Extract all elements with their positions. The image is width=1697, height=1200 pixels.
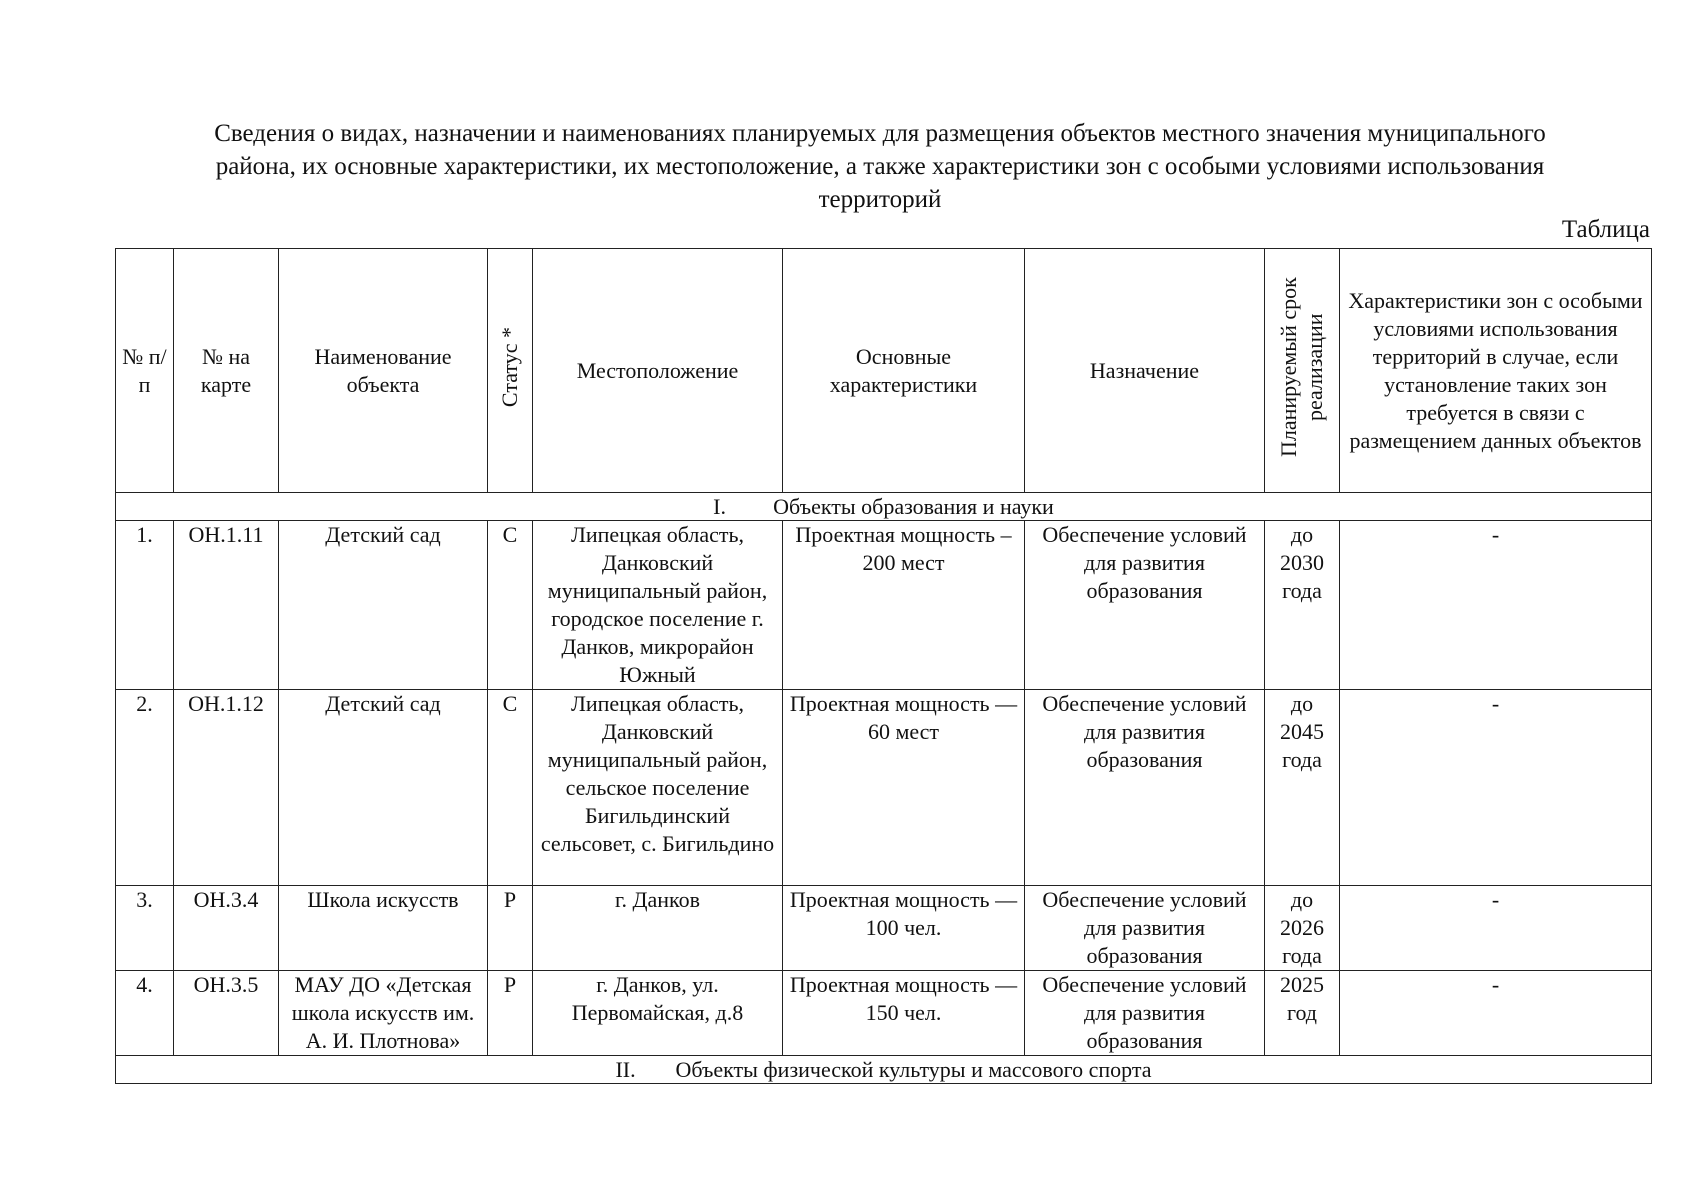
header-purpose: Назначение <box>1025 249 1265 493</box>
cell-purpose: Обеспечение условий для развития образования <box>1025 690 1265 886</box>
cell-location: Липецкая область, Данковский муниципальный район, городское поселение г. Данков, микрорайон Южный <box>533 521 783 690</box>
header-zones: Характеристики зон с особыми условиями использования территорий в случае, если установление таких зон требуется в связи с размещением данных объектов <box>1340 249 1652 493</box>
cell-characteristics: Проектная мощность — 60 мест <box>783 690 1025 886</box>
table-header-row <box>116 249 1652 493</box>
header-characteristics: Основные характеристики <box>783 249 1025 493</box>
section-row <box>116 493 1652 521</box>
header-term <box>1265 249 1340 493</box>
header-map-num: № на карте <box>174 249 279 493</box>
cell-num: 3. <box>116 886 174 971</box>
cell-zones: - <box>1340 521 1652 690</box>
header-term-text: Планируемый срок реализации <box>1276 277 1327 457</box>
cell-purpose: Обеспечение условий для развития образования <box>1025 521 1265 690</box>
cell-name: МАУ ДО «Детская школа искусств им. А. И. Плотнова» <box>279 971 488 1056</box>
cell-map-num: ОН.3.5 <box>174 971 279 1056</box>
header-num: № п/п <box>116 249 174 493</box>
cell-status: С <box>488 521 533 690</box>
objects-table <box>115 248 1652 1084</box>
table-row <box>116 886 1652 971</box>
header-status <box>488 249 533 493</box>
section-row <box>116 1056 1652 1084</box>
cell-term: до 2045 года <box>1265 690 1340 886</box>
cell-map-num: ОН.1.11 <box>174 521 279 690</box>
cell-characteristics: Проектная мощность — 150 чел. <box>783 971 1025 1056</box>
cell-name: Школа искусств <box>279 886 488 971</box>
cell-name: Детский сад <box>279 521 488 690</box>
cell-status: Р <box>488 886 533 971</box>
section-number: I. <box>713 494 726 519</box>
cell-term: 2025 год <box>1265 971 1340 1056</box>
cell-location: г. Данков <box>533 886 783 971</box>
section-heading <box>116 493 1652 521</box>
cell-num: 2. <box>116 690 174 886</box>
section-title: Объекты физической культуры и массового спорта <box>675 1057 1152 1082</box>
cell-characteristics: Проектная мощность — 100 чел. <box>783 886 1025 971</box>
cell-term: до 2026 года <box>1265 886 1340 971</box>
header-location: Местоположение <box>533 249 783 493</box>
cell-purpose: Обеспечение условий для развития образования <box>1025 886 1265 971</box>
table-row <box>116 971 1652 1056</box>
header-name: Наименование объекта <box>279 249 488 493</box>
cell-num: 4. <box>116 971 174 1056</box>
cell-zones: - <box>1340 886 1652 971</box>
cell-map-num: ОН.1.12 <box>174 690 279 886</box>
cell-zones: - <box>1340 690 1652 886</box>
section-title: Объекты образования и науки <box>773 494 1054 519</box>
table-row <box>116 690 1652 886</box>
cell-status: Р <box>488 971 533 1056</box>
cell-name: Детский сад <box>279 690 488 886</box>
header-status-text: Статус * <box>497 326 522 408</box>
cell-location: Липецкая область, Данковский муниципальный район, сельское поселение Бигильдинский сельсовет, с. Бигильдино <box>533 690 783 886</box>
section-number: II. <box>615 1057 636 1082</box>
section-heading <box>116 1056 1652 1084</box>
cell-zones: - <box>1340 971 1652 1056</box>
cell-num: 1. <box>116 521 174 690</box>
table-caption: Таблица <box>1561 216 1650 243</box>
cell-status: С <box>488 690 533 886</box>
table-row <box>116 521 1652 690</box>
cell-purpose: Обеспечение условий для развития образования <box>1025 971 1265 1056</box>
cell-characteristics: Проектная мощность – 200 мест <box>783 521 1025 690</box>
cell-term: до 2030 года <box>1265 521 1340 690</box>
cell-location: г. Данков, ул. Первомайская, д.8 <box>533 971 783 1056</box>
cell-map-num: ОН.3.4 <box>174 886 279 971</box>
document-title: Сведения о видах, назначении и наименованиях планируемых для размещения объектов местного значения муниципального района, их основные характеристики, их местоположение, а также характеристики зон с особыми условиями использования территорий <box>214 120 1546 213</box>
